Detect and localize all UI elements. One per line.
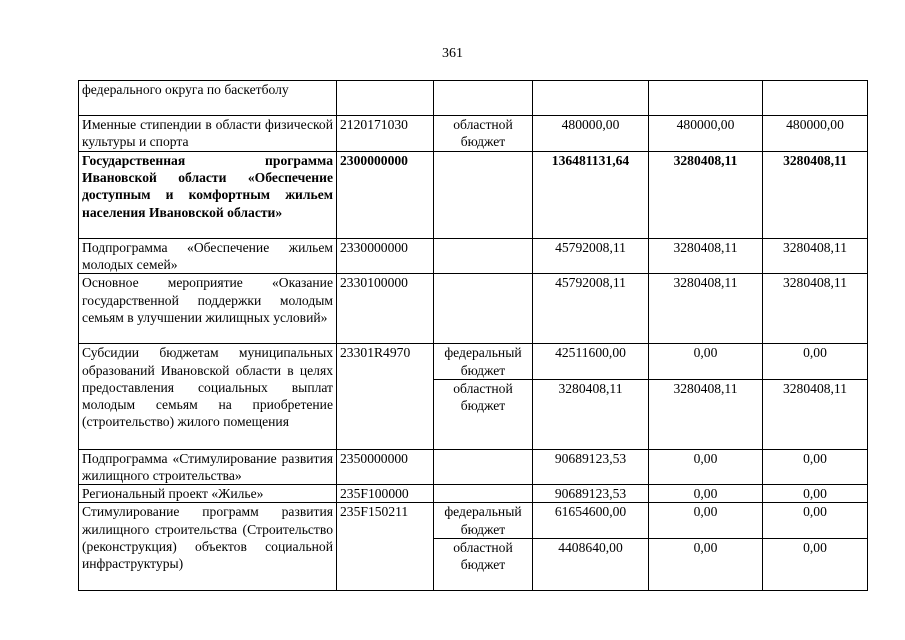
budget-table: [78, 80, 868, 591]
row-source: [434, 449, 533, 484]
row-value-2020: 45792008,11: [533, 239, 649, 274]
row-value-2022: 0,00: [763, 503, 868, 538]
row-source: [434, 152, 533, 239]
row-value-2020: 45792008,11: [533, 274, 649, 344]
table-row: [79, 485, 868, 503]
row-code: 2350000000: [337, 449, 434, 484]
row-name: Субсидии бюджетам муниципальных образований Ивановской области в целях предоставления социальных выплат молодым семьям на приобретение (строительство) жилого помещения: [79, 344, 337, 449]
row-source: [434, 274, 533, 344]
row-code: 23301R4970: [337, 344, 434, 449]
row-value-2022: 3280408,11: [763, 379, 868, 449]
row-value-2021: 3280408,11: [649, 152, 763, 239]
row-value-2022: 3280408,11: [763, 239, 868, 274]
row-code: [337, 81, 434, 116]
table-row: [79, 449, 868, 484]
row-value-2022: 480000,00: [763, 116, 868, 152]
row-value-2020: [533, 81, 649, 116]
row-value-2020: 4408640,00: [533, 538, 649, 590]
row-value-2021: 0,00: [649, 485, 763, 503]
row-source: областной бюджет: [434, 379, 533, 449]
row-name: Стимулирование программ развития жилищного строительства (Строительство (реконструкция) объектов социальной инфраструктуры): [79, 503, 337, 590]
row-value-2021: 480000,00: [649, 116, 763, 152]
row-code: 235F150211: [337, 503, 434, 590]
row-value-2022: 0,00: [763, 344, 868, 379]
row-value-2021: 3280408,11: [649, 239, 763, 274]
row-code: 2300000000: [337, 152, 434, 239]
row-value-2020: 42511600,00: [533, 344, 649, 379]
row-name: Подпрограмма «Обеспечение жильем молодых семей»: [79, 239, 337, 274]
row-name: федерального округа по баскетболу: [79, 81, 337, 116]
row-value-2021: 0,00: [649, 538, 763, 590]
row-code: 2120171030: [337, 116, 434, 152]
row-code: 235F100000: [337, 485, 434, 503]
row-value-2020: 480000,00: [533, 116, 649, 152]
row-value-2021: 0,00: [649, 344, 763, 379]
row-value-2021: [649, 81, 763, 116]
page-number: 361: [442, 46, 463, 61]
row-source: [434, 81, 533, 116]
table-row: [79, 239, 868, 274]
row-value-2022: 0,00: [763, 538, 868, 590]
table-row: [79, 503, 868, 538]
row-value-2022: [763, 81, 868, 116]
row-value-2020: 3280408,11: [533, 379, 649, 449]
row-source: [434, 485, 533, 503]
row-source: федеральный бюджет: [434, 344, 533, 379]
row-value-2020: 136481131,64: [533, 152, 649, 239]
table-row: [79, 81, 868, 116]
row-value-2021: 0,00: [649, 503, 763, 538]
row-source: областной бюджет: [434, 538, 533, 590]
row-value-2021: 3280408,11: [649, 379, 763, 449]
row-value-2022: 3280408,11: [763, 152, 868, 239]
row-code: 2330000000: [337, 239, 434, 274]
row-value-2021: 3280408,11: [649, 274, 763, 344]
row-name: Региональный проект «Жилье»: [79, 485, 337, 503]
row-source: [434, 239, 533, 274]
row-source: областной бюджет: [434, 116, 533, 152]
row-value-2021: 0,00: [649, 449, 763, 484]
table-row: [79, 116, 868, 152]
row-value-2020: 90689123,53: [533, 449, 649, 484]
row-value-2020: 90689123,53: [533, 485, 649, 503]
row-code: 2330100000: [337, 274, 434, 344]
row-value-2022: 3280408,11: [763, 274, 868, 344]
row-name: Государственная программа Ивановской области «Обеспечение доступным и комфортным жильем населения Ивановской области»: [79, 152, 337, 239]
row-name: Подпрограмма «Стимулирование развития жилищного строительства»: [79, 449, 337, 484]
row-source: федеральный бюджет: [434, 503, 533, 538]
table-row: [79, 344, 868, 379]
row-name: Основное мероприятие «Оказание государственной поддержки молодым семьям в улучшении жилищных условий»: [79, 274, 337, 344]
row-value-2020: 61654600,00: [533, 503, 649, 538]
row-value-2022: 0,00: [763, 449, 868, 484]
row-value-2022: 0,00: [763, 485, 868, 503]
table-row: [79, 152, 868, 239]
table-row: [79, 274, 868, 344]
row-name: Именные стипендии в области физической культуры и спорта: [79, 116, 337, 152]
